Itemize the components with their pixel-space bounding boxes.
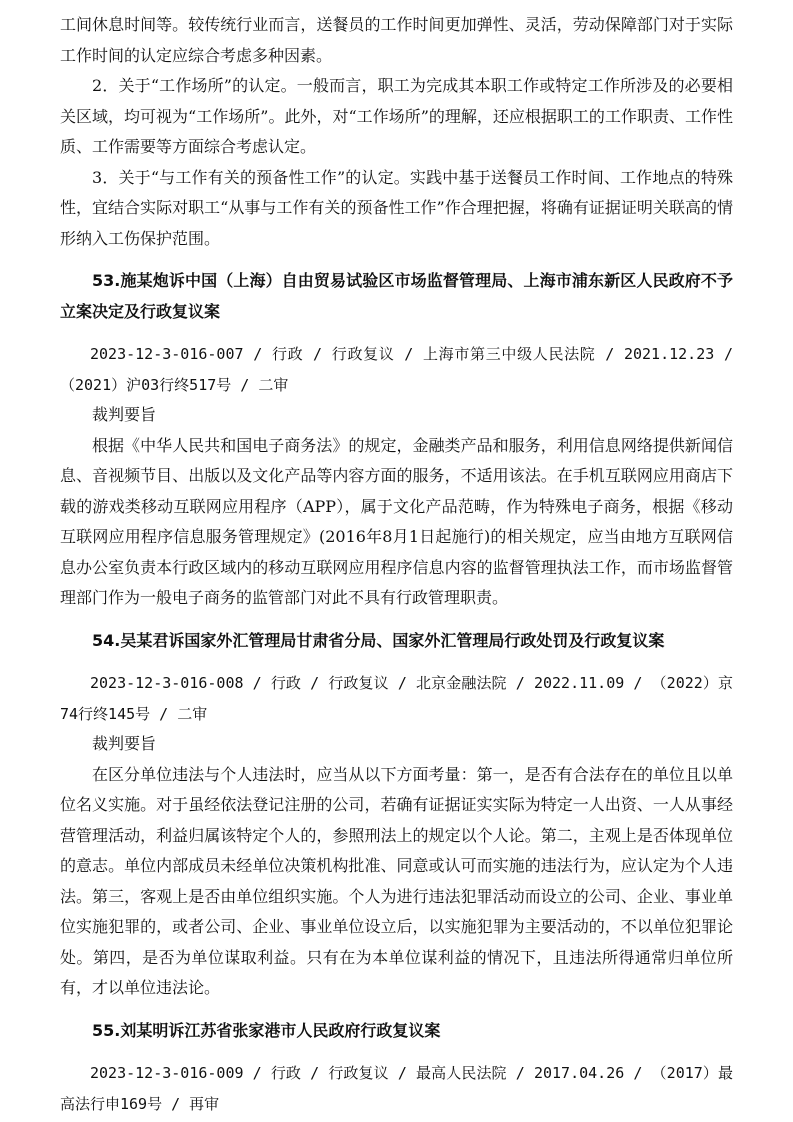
case-53-meta: 2023-12-3-016-007 / 行政 / 行政复议 / 上海市第三中级人民法院 / 2021.12.23 / （2021）沪03行终517号 / 二审 [60,345,733,394]
case-54-meta: 2023-12-3-016-008 / 行政 / 行政复议 / 北京金融法院 / 2022.11.09 / （2022）京74行终145号 / 二审 [60,674,733,723]
case-54-gist: 在区分单位违法与个人违法时，应当从以下方面考量：第一，是否有合法存在的单位且以单位名义实施。对于虽经依法登记注册的公司，若确有证据证实实际为特定一人出资、一人从事经营管理活动，利益归属该特定个人的，参照刑法上的规定以个人论。第二，主观上是否体现单位的意志。单位内部成员未经单位决策机构批准、同意或认可而实施的违法行为，应认定为个人违法。第三，客观上是否由单位组织实施。个人为进行违法犯罪活动而设立的公司、企业、事业单位实施犯罪的，或者公司、企业、事业单位设立后，以实施犯罪为主要活动的，不以单位犯罪论处。第四，是否为单位谋取利益。只有在为本单位谋利益的情况下，且违法所得通常归单位所有，才以单位违法论。 [60,764,733,997]
case-55-meta: 2023-12-3-016-009 / 行政 / 行政复议 / 最高人民法院 / 2017.04.26 / （2017）最高法行申169号 / 再审 [60,1064,733,1113]
case-53-title: 53.施某炮诉中国（上海）自由贸易试验区市场监督管理局、上海市浦东新区人民政府不予立案决定及行政复议案 [60,271,733,321]
point-3: 3．关于“与工作有关的预备性工作”的认定。实践中基于送餐员工作时间、工作地点的特殊性，宜结合实际对职工“从事与工作有关的预备性工作”作合理把握，将确有证据证明关联高的情形纳入工伤保护范围。 [60,167,733,248]
point-2: 2．关于“工作场所”的认定。一般而言，职工为完成其本职工作或特定工作所涉及的必要相关区域，均可视为“工作场所”。此外，对“工作场所”的理解，还应根据职工的工作职责、工作性质、工作需要等方面综合考虑认定。 [60,76,733,156]
case-55-title: 55.刘某明诉江苏省张家港市人民政府行政复议案 [92,1020,441,1040]
case-53-gist-label: 裁判要旨 [92,405,157,424]
case-54-title: 54.吴某君诉国家外汇管理局甘肃省分局、国家外汇管理局行政处罚及行政复议案 [92,630,665,650]
case-54-gist-label: 裁判要旨 [92,734,157,753]
case-53-gist: 根据《中华人民共和国电子商务法》的规定，金融类产品和服务，利用信息网络提供新闻信息、音视频节目、出版以及文化产品等内容方面的服务，不适用该法。在手机互联网应用商店下载的游戏类移动互联网应用程序（APP），属于文化产品范畴，作为特殊电子商务，根据《移动互联网应用程序信息服务管理规定》(2016年8月1日起施行)的相关规定，应当由地方互联网信息办公室负责本行政区域内的移动互联网应用程序信息内容的监督管理执法工作，而市场监督管理部门作为一般电子商务的监管部门对此不具有行政管理职责。 [60,435,733,607]
intro-paragraph-tail: 工间休息时间等。较传统行业而言，送餐员的工作时间更加弹性、灵活，劳动保障部门对于实际工作时间的认定应综合考虑多种因素。 [60,15,733,65]
